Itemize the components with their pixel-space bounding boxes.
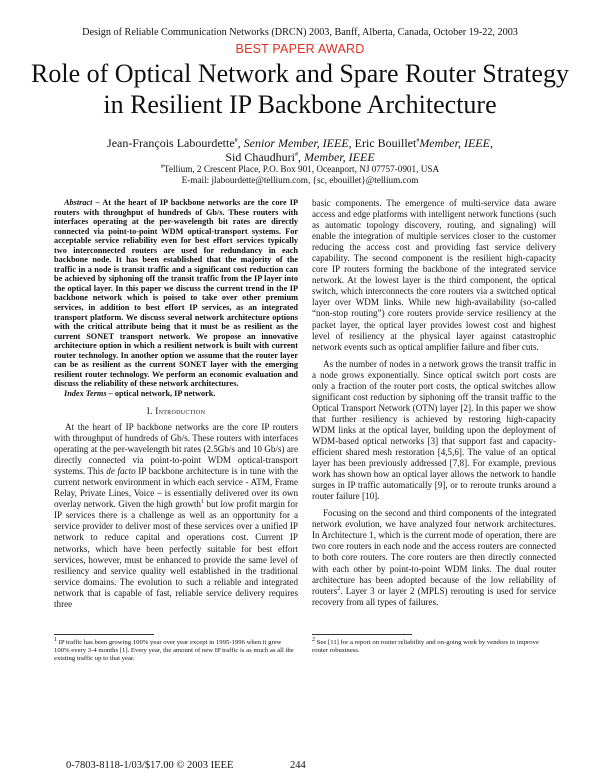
footnote-rule [312, 634, 412, 635]
intro-text-3: but low profit margin for IP services there is a challenge as well as an opportunity for a service provider to deliver most of these services over a unified IP network to reduce capital and operations cost. Current IP networks, which have been perfectly suitable for best effort services, however, must be enhanced to provide the same level of resiliency and service quality well established in the traditional service domains. The evolution to such a reliable and integrated network that is capable of fast, reliable service delivery requires three [54, 499, 298, 609]
section-title: Introduction [155, 405, 206, 416]
right-paragraph-3 [312, 508, 556, 607]
intro-text-1: At the heart of IP backbone networks are the core IP routers with throughput of hundreds of Gb/s. These routers with interfaces operating at the per-wavelength bit rates (2.5Gb/s and 10 Gb/s) are directly connected via point-to-point WDM optical-transport systems. This [54, 421, 298, 477]
de-facto-term: de facto [106, 466, 136, 477]
conference-header: Design of Reliable Communication Networks (DRCN) 2003, Banff, Alberta, Canada, October 19-22, 2003 [82, 27, 518, 38]
footnote-2 [312, 634, 556, 655]
author-2-mark: # [416, 138, 420, 144]
footnote-1 [54, 634, 298, 663]
section-numeral: I. [146, 405, 153, 416]
authors-line-1: Jean-François Labourdette#, Senior Member, IEEE, Eric Bouillet#Member, IEEE, [107, 136, 493, 150]
abstract-label: Abstract [64, 198, 93, 207]
right-column [312, 198, 556, 608]
page-number: 244 [290, 760, 306, 771]
footnote-1-body: IP traffic has been growing 100% year over year except in 1995-1996 when it grew 100% every 3-4 months [1]. Every year, the amount of new IP traffic is as much as all the existing traffic up to that year. [54, 639, 294, 662]
title-line-2: in Resilient IP Backbone Architecture [103, 90, 497, 119]
author-1-name: Jean-François Labourdette [107, 136, 235, 150]
section-heading-introduction [54, 406, 298, 417]
right-paragraph-2: As the number of nodes in a network grows the transit traffic in a node grows exponentially. Since optical switch port costs are only a fraction of the router port costs, the optical switches allow significant cost reduction by siphoning off the transit traffic to the Optical Transport Network (OTN) layer [2]. In this paper we show that further resiliency is achieved by restoring high-capacity WDM links at the optical layer, building upon the deployment of WDM-based optical networks [3] that support fast and capacity-efficient shared mesh restoration [4,5,6]. The value of an optical layer has been previously addressed [7,8]. For example, previous work has shown how an optical layer allows the network to handle surges in IP traffic automatically [9], or to reroute trunks around a router failure [10]. [312, 358, 556, 502]
affiliation-address [30, 164, 570, 175]
author-3-role: Member, IEEE [304, 150, 375, 164]
best-paper-award-banner: BEST PAPER AWARD [235, 42, 365, 56]
intro-paragraph-1 [54, 422, 298, 610]
footnote-1-mark: 1 [54, 636, 57, 643]
author-1-mark: # [234, 138, 238, 144]
affiliation-mark: # [160, 163, 164, 170]
footnote-1-text [54, 636, 298, 663]
right-paragraph-1: basic components. The emergence of multi-service data aware access and edge platforms with intelligent network functions (such as automatic topology discovery, routing, and signaling) will enable the integration of multiple services closer to the customer reducing the access cost and providing fast service delivery capability. The second component is the resilient high-capacity core IP routers forming the backbone of the integrated service network. At the lowest layer is the third component, the optical switch, which interconnects the core routers via a switched optical layer over WDM links. While new high-availability (so-called “non-stop routing”) core routers provide service resiliency at the packet layer, the optical layer provides lowest cost and highest level of resiliency at the physical layer against catastrophic network events such as optical amplifier failure and fiber cuts. [312, 198, 556, 352]
author-2-role: Member, IEEE, [419, 136, 493, 150]
copyright-line: 0-7803-8118-1/03/$17.00 © 2003 IEEE [66, 760, 234, 771]
index-terms-label: Index Terms [64, 388, 107, 398]
author-3-mark: # [295, 152, 299, 158]
footnote-2-text [312, 636, 556, 655]
author-3-name: Sid Chaudhuri [225, 150, 296, 164]
paper-title [20, 58, 580, 120]
right-text-3a: Focusing on the second and third components of the integrated network evolution, we have analyzed four network architectures. In Architecture 1, which is the current mode of operation, there are two core routers in each node and the access routers are connected to both core routers. The core routers are then directly connected with each other by point-to-point WDM links. The dual router architecture has been adopted because of the low reliability of routers [312, 508, 556, 596]
abstract [54, 198, 298, 389]
affiliation-email: E-mail: jlabourdette@tellium.com, {sc, ebouillet}@tellium.com [181, 175, 419, 185]
abstract-dash: – [92, 198, 103, 207]
author-list [30, 136, 570, 164]
title-line-1: Role of Optical Network and Spare Router Strategy [31, 59, 569, 88]
abstract-body: At the heart of IP backbone networks are the core IP routers with throughput of hundreds of Gb/s. These routers with interfaces operating at the per-wavelength bit rates are directly connected via point-to-point WDM optical-transport systems. For acceptable service reliability even for best effort services typically two interconnected routers are used for redundancy in each backbone node. It has been established that the majority of the traffic in a node is transit traffic and a significant cost reduction can be achieved by siphoning off the transit traffic from the IP layer into the optical layer. In this paper we discuss the current trend in the IP backbone network which is poised to take over other premium services, in addition to best effort IP services, as an integrated transport platform. We discuss several network architecture options with the critical attribute being that it must be as resilient as the current SONET transport network. We propose an innovative architecture option in which a resilient network is built with current router technology. In another option we assume that the router layer can be as resilient as the current SONET layer with the emerging resilient router technology. We perform an economic evaluation and discuss the reliability of these network architectures. [54, 198, 299, 389]
footnote-ref-1: 1 [200, 499, 204, 506]
left-column [54, 198, 298, 610]
footnote-rule [54, 634, 154, 635]
author-2-name: Eric Bouillet [354, 136, 417, 150]
affiliation [30, 164, 570, 186]
index-terms [54, 389, 298, 399]
index-terms-body: – optical network, IP network. [106, 388, 216, 398]
authors-line-2: Sid Chaudhuri#, Member, IEEE [225, 150, 375, 164]
footnote-2-mark: 2 [312, 636, 315, 643]
footnote-ref-2: 2 [337, 585, 341, 592]
intro-text-2: IP backbone architecture is in tune with the current network environment in which each service - ATM, Frame Relay, Private Lines, Voice – is essentially delivered over its own overlay network. Given the high growth [54, 466, 299, 510]
footnote-2-body: See [11] for a report on router reliability and on-going work by vendors to improve router robustness. [312, 639, 539, 654]
author-1-role: Senior Member, IEEE [243, 136, 349, 150]
right-text-3b: . Layer 3 or layer 2 (MPLS) rerouting is used for service recovery from all types of failures. [312, 585, 556, 607]
affiliation-line-1: Tellium, 2 Crescent Place, P.O. Box 901, Oceanport, NJ 07757-0901, USA [163, 164, 440, 174]
